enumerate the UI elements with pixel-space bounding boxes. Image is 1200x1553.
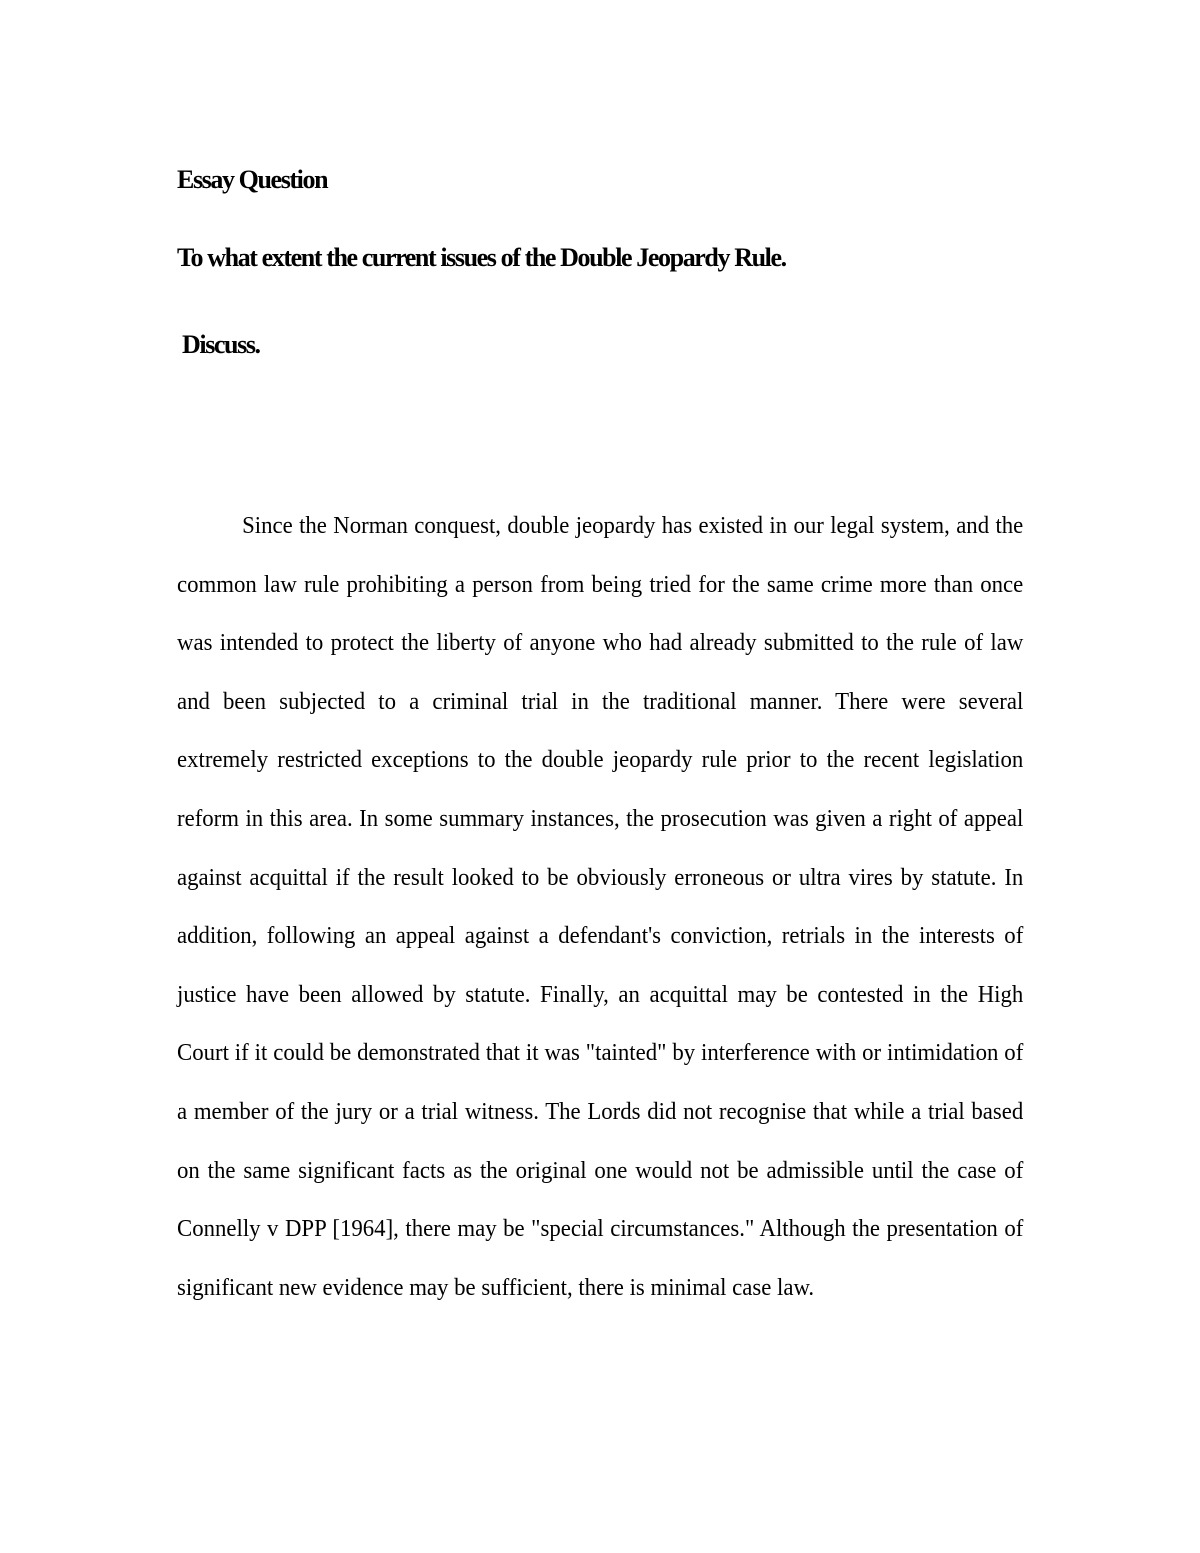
body-paragraph: Since the Norman conquest, double jeopardy has existed in our legal system, and the common law rule prohibiting a person from being tried for the same crime more than once was intended to protect the liberty of anyone who had already submitted to the rule of law and been subjected to a criminal trial in the traditional manner. There were several extremely restricted exceptions to the double jeopardy rule prior to the recent legislation reform in this area. In some summary instances, the prosecution was given a right of appeal against acquittal if the result looked to be obviously erroneous or ultra vires by statute. In addition, following an appeal against a defendant's conviction, retrials in the interests of justice have been allowed by statute. Finally, an acquittal may be contested in the High Court if it could be demonstrated that it was "tainted" by interference with or intimidation of a member of the jury or a trial witness. The Lords did not recognise that while a trial based on the same significant facts as the original one would not be admissible until the case of Connelly v DPP [1964], there may be "special circumstances." Although the presentation of significant new evidence may be sufficient, there is minimal case law. (177, 512, 1024, 1301)
essay-heading: Essay Question (177, 165, 328, 194)
essay-question: To what extent the current issues of the Double Jeopardy Rule. (177, 243, 786, 272)
essay-instruction: Discuss. (182, 330, 260, 359)
